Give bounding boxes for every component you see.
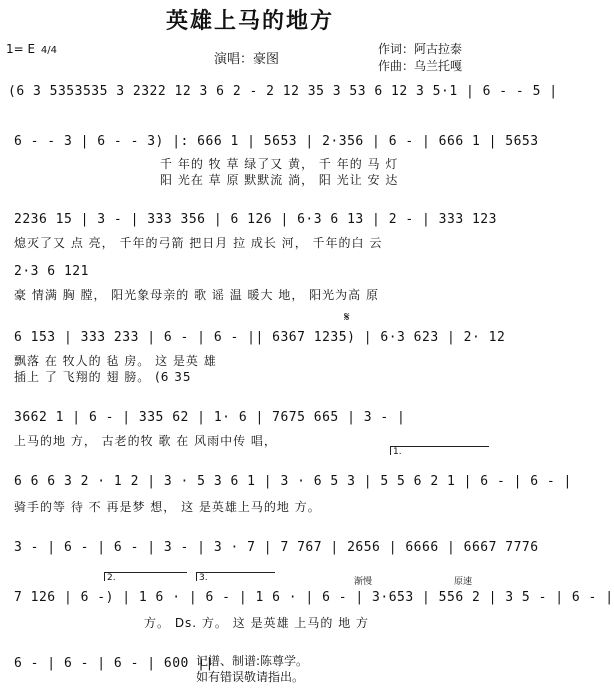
score-line-3-lyric-1: 熄灭了又 点 亮， 千年的弓箭 把日月 拉 成长 河， 千年的白 云	[14, 236, 383, 250]
error-notice: 如有错误敬请指出。	[196, 670, 305, 684]
song-title: 英雄上马的地方	[165, 8, 334, 34]
score-line-2-notes: 6 - - 3 | 6 - - 3) |: 666 1 | 5653 | 2·356 | 6 - | 666 1 | 5653	[14, 134, 539, 149]
lyricist-credit: 作词：阿古拉泰	[378, 42, 463, 56]
score-line-4-notes: 2·3 6 121	[14, 264, 89, 279]
volta-bracket-2: 2.	[104, 572, 187, 581]
transcriber-credit: 记谱、制谱:陈尊学。	[196, 654, 309, 668]
score-line-5-lyric-1: 飘落 在 牧人的 毡 房。 这 是英 雄	[14, 354, 217, 368]
score-line-5-notes: 6 153 | 333 233 | 6 - | 6 - || 6367 1235) | 6·3 623 | 2· 12	[14, 330, 506, 345]
volta-bracket-3: 3.	[196, 572, 275, 581]
score-line-9-notes: 7 126 | 6 -) | 1 6 · | 6 - | 1 6 · | 6 - | 3·653 | 556 2 | 3 5 - | 6 - |	[14, 590, 614, 605]
ritardando-marking: 渐慢	[354, 577, 373, 587]
score-line-3-notes: 2236 15 | 3 - | 333 356 | 6 126 | 6·3 6 13 | 2 - | 333 123	[14, 212, 497, 227]
key-signature	[6, 42, 57, 56]
score-line-5-lyric-2: 插上 了 飞翔的 翅 膀。 (6 35	[14, 370, 192, 384]
score-line-2-lyric-2: 阳 光在 草 原 默默流 淌， 阳 光让 安 达	[160, 173, 399, 187]
score-line-1-notes: (6 3 5353535 3 2322 12 3 6 2 - 2 12 35 3 53 6 12 3 5·1 | 6 - - 5 |	[8, 84, 558, 99]
score-line-2-lyric-1: 千 年的 牧 草 绿了又 黄， 千 年的 马 灯	[160, 157, 399, 171]
score-line-6-lyric-1: 上马的地 方， 古老的牧 歌 在 风雨中传 唱，	[14, 434, 277, 448]
volta-bracket-1: 1.	[390, 446, 489, 455]
segno-sign: 𝄋	[344, 310, 350, 325]
score-line-6-notes: 3662 1 | 6 - | 335 62 | 1· 6 | 7675 665 | 3 - |	[14, 410, 406, 425]
score-line-8-notes: 3 - | 6 - | 6 - | 3 - | 3 · 7 | 7 767 | 2656 | 6666 | 6667 7776	[14, 540, 539, 555]
score-line-4-lyric-1: 豪 情满 胸 膛， 阳光象母亲的 歌 谣 温 暖大 地， 阳光为高 原	[14, 288, 379, 302]
singer-credit: 演唱：豪图	[214, 52, 280, 67]
score-line-7-notes: 6 6 6 3 2 · 1 2 | 3 · 5 3 6 1 | 3 · 6 5 3 | 5 5 6 2 1 | 6 - | 6 - |	[14, 474, 572, 489]
time-signature: 4/4	[40, 45, 58, 56]
composer-credit: 作曲：乌兰托嘎	[378, 59, 463, 73]
score-line-9-lyric-1: 方。 Ds. 方。 这 是英雄 上马的 地 方	[144, 616, 370, 630]
score-line-10-notes: 6 - | 6 - | 6 - | 600 ||	[14, 656, 214, 671]
score-line-7-lyric-1: 骑手的等 待 不 再是梦 想， 这 是英雄上马的地 方。	[14, 500, 321, 514]
key-text: 1= E	[6, 42, 36, 56]
a-tempo-marking: 原速	[454, 577, 473, 587]
